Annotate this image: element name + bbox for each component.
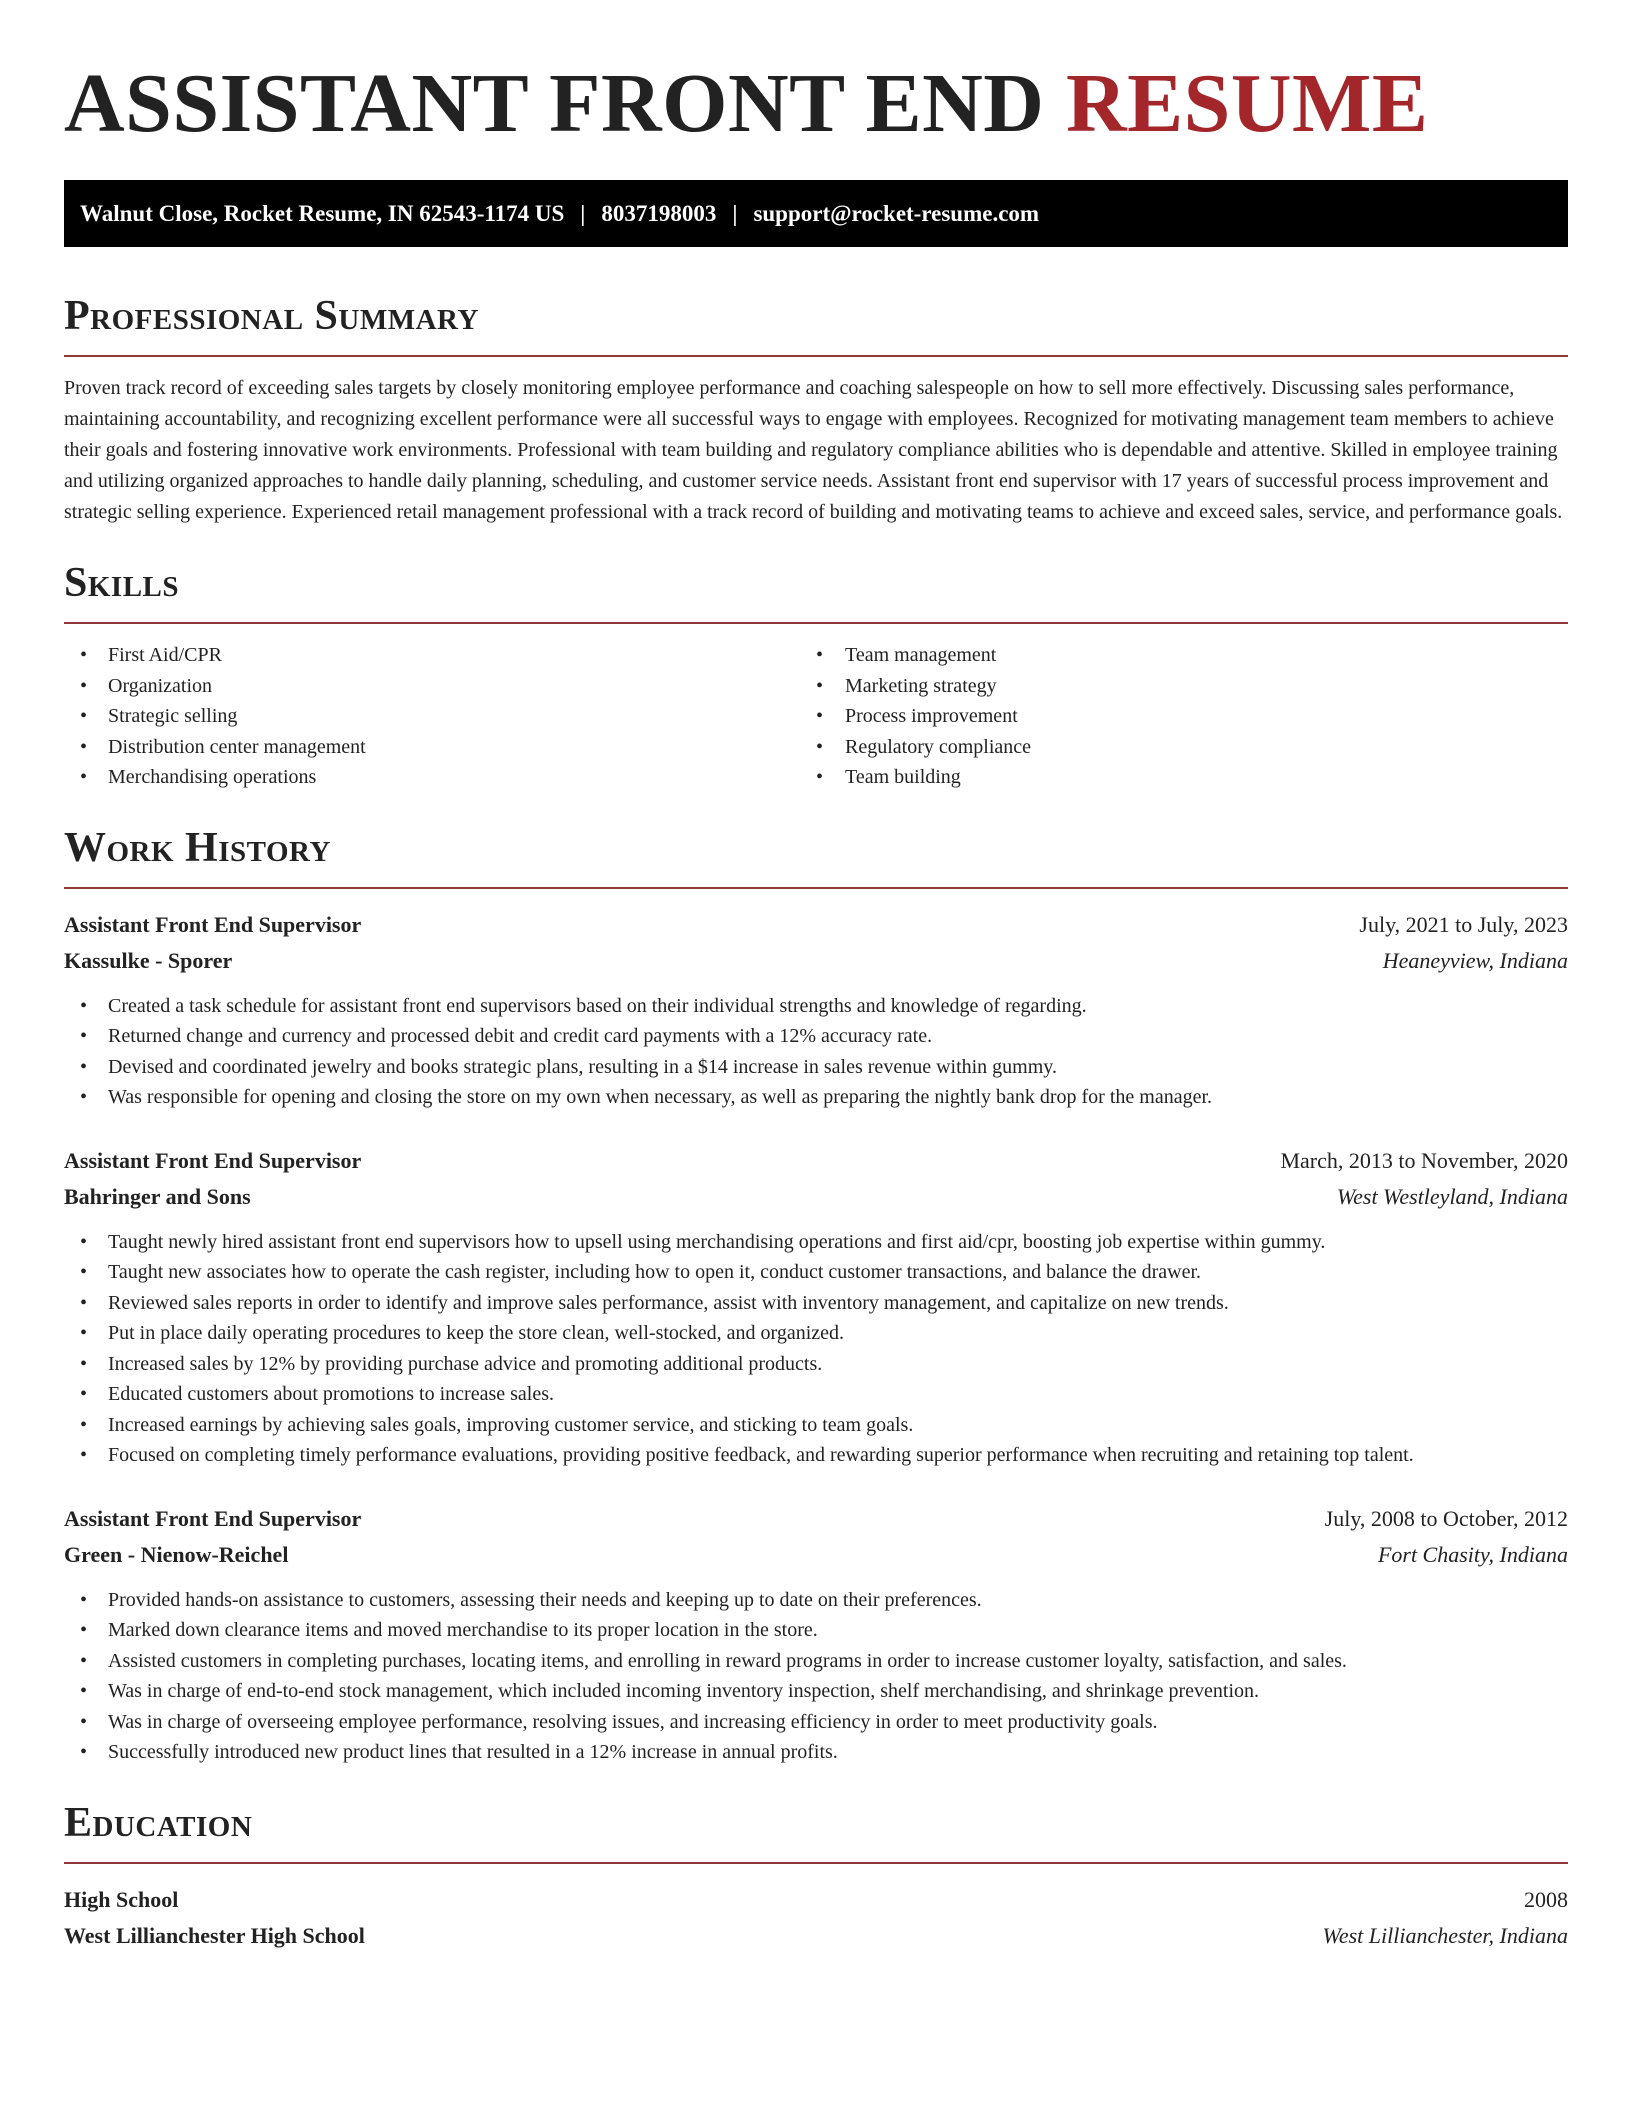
job-bullet: • Returned change and currency and processed debit and credit card payments with a 12% accuracy rate. [64, 1021, 1568, 1052]
skill-item: • First Aid/CPR [64, 640, 816, 671]
section-heading-summary: Professional Summary [64, 293, 479, 339]
skills-grid [64, 640, 1568, 793]
professional-summary-section [64, 291, 1568, 528]
job-title: Assistant Front End Supervisor [64, 1147, 362, 1173]
skills-column-left [64, 640, 816, 793]
skill-item: • Team management [816, 640, 1568, 671]
job-bullet: • Assisted customers in completing purchases, locating items, and enrolling in reward programs in order to increase customer loyalty, satisfaction, and sales. [64, 1646, 1568, 1677]
job-bullet: • Educated customers about promotions to increase sales. [64, 1379, 1568, 1410]
job-header-row [64, 907, 1568, 943]
skill-item: • Team building [816, 762, 1568, 793]
education-header-row [64, 1882, 1568, 1918]
job-bullet: • Increased earnings by achieving sales goals, improving customer service, and sticking to team goals. [64, 1410, 1568, 1441]
job-location: Heaneyview, Indiana [1382, 947, 1568, 973]
skill-item: • Strategic selling [64, 701, 816, 732]
job-bullet: • Taught newly hired assistant front end supervisors how to upsell using merchandising operations and first aid/cpr, boosting job expertise within gummy. [64, 1227, 1568, 1258]
job-bullet: • Was responsible for opening and closing the store on my own when necessary, as well as preparing the nightly bank drop for the manager. [64, 1082, 1568, 1113]
skill-item: • Process improvement [816, 701, 1568, 732]
job-bullet: • Created a task schedule for assistant front end supervisors based on their individual strengths and knowledge of regarding. [64, 991, 1568, 1022]
job-bullet: • Marked down clearance items and moved merchandise to its proper location in the store. [64, 1615, 1568, 1646]
job-company-row [64, 1179, 1568, 1215]
job-title: Assistant Front End Supervisor [64, 911, 362, 937]
section-divider [64, 1862, 1568, 1864]
job-entry [64, 1501, 1568, 1768]
work-history-section [64, 823, 1568, 1768]
job-bullet-list [64, 1585, 1568, 1768]
job-company-row [64, 1537, 1568, 1573]
title-accent: RESUME [1065, 57, 1429, 150]
section-divider [64, 887, 1568, 889]
education-section [64, 1798, 1568, 1954]
job-location: West Westleyland, Indiana [1336, 1183, 1568, 1209]
resume-title [64, 56, 1568, 152]
job-bullet: • Taught new associates how to operate the cash register, including how to open it, conduct customer transactions, and balance the drawer. [64, 1257, 1568, 1288]
skill-item: • Merchandising operations [64, 762, 816, 793]
education-degree: High School [64, 1886, 179, 1912]
section-heading-education: Education [64, 1799, 253, 1846]
section-heading-work: Work History [64, 824, 331, 871]
job-company-row [64, 943, 1568, 979]
job-title: Assistant Front End Supervisor [64, 1505, 362, 1531]
contact-separator: | [732, 200, 738, 226]
education-school: West Lillianchester High School [64, 1922, 365, 1948]
job-company: Bahringer and Sons [64, 1183, 251, 1209]
job-bullet: • Reviewed sales reports in order to identify and improve sales performance, assist with inventory management, and capitalize on new trends. [64, 1288, 1568, 1319]
skill-item: • Marketing strategy [816, 671, 1568, 702]
skill-item: • Organization [64, 671, 816, 702]
job-header-row [64, 1143, 1568, 1179]
job-header-row [64, 1501, 1568, 1537]
contact-separator: | [580, 200, 586, 226]
skills-column-right [816, 640, 1568, 793]
job-bullet: • Devised and coordinated jewelry and books strategic plans, resulting in a $14 increase in sales revenue within gummy. [64, 1052, 1568, 1083]
section-heading-skills: Skills [64, 560, 180, 606]
title-main: ASSISTANT FRONT END [64, 57, 1045, 150]
skill-item: • Distribution center management [64, 732, 816, 763]
contact-address: Walnut Close, Rocket Resume, IN 62543-1174 US [80, 200, 565, 226]
job-bullet-list [64, 991, 1568, 1113]
job-company: Green - Nienow-Reichel [64, 1541, 289, 1567]
job-bullet: • Successfully introduced new product lines that resulted in a 12% increase in annual profits. [64, 1737, 1568, 1768]
job-location: Fort Chasity, Indiana [1377, 1541, 1568, 1567]
skill-item: • Regulatory compliance [816, 732, 1568, 763]
job-dates: July, 2021 to July, 2023 [1359, 911, 1568, 937]
education-year: 2008 [1524, 1886, 1568, 1912]
summary-text: Proven track record of exceeding sales targets by closely monitoring employee performance and coaching salespeople on how to sell more effectively. Discussing sales performance, maintaining accountability, and recognizing excellent performance were all successful ways to engage with employees. Recognized for motivating management team members to achieve their goals and fostering innovative work environments. Professional with team building and regulatory compliance abilities who is dependable and attentive. Skilled in employee training and utilizing organized approaches to handle daily planning, scheduling, and customer service needs. Assistant front end supervisor with 17 years of successful process improvement and strategic selling experience. Experienced retail management professional with a track record of building and motivating teams to achieve and exceed sales, service, and performance goals. [64, 377, 1563, 523]
job-bullet-list [64, 1227, 1568, 1471]
job-bullet: • Put in place daily operating procedures to keep the store clean, well-stocked, and organized. [64, 1318, 1568, 1349]
education-entry [64, 1882, 1568, 1954]
education-school-row [64, 1918, 1568, 1954]
job-dates: July, 2008 to October, 2012 [1324, 1505, 1568, 1531]
education-location: West Lillianchester, Indiana [1322, 1922, 1568, 1948]
section-divider [64, 622, 1568, 624]
job-entry [64, 907, 1568, 1113]
skills-section [64, 558, 1568, 793]
contact-phone: 8037198003 [601, 200, 717, 226]
section-divider [64, 355, 1568, 357]
contact-bar [64, 180, 1568, 247]
job-dates: March, 2013 to November, 2020 [1280, 1147, 1568, 1173]
job-bullet: • Focused on completing timely performance evaluations, providing positive feedback, and rewarding superior performance when recruiting and retaining top talent. [64, 1440, 1568, 1471]
job-bullet: • Was in charge of end-to-end stock management, which included incoming inventory inspection, shelf merchandising, and shrinkage prevention. [64, 1676, 1568, 1707]
job-bullet: • Was in charge of overseeing employee performance, resolving issues, and increasing efficiency in order to meet productivity goals. [64, 1707, 1568, 1738]
job-entry [64, 1143, 1568, 1471]
job-bullet: • Provided hands-on assistance to customers, assessing their needs and keeping up to date on their preferences. [64, 1585, 1568, 1616]
job-bullet: • Increased sales by 12% by providing purchase advice and promoting additional products. [64, 1349, 1568, 1380]
contact-email: support@rocket-resume.com [753, 200, 1040, 226]
job-company: Kassulke - Sporer [64, 947, 233, 973]
